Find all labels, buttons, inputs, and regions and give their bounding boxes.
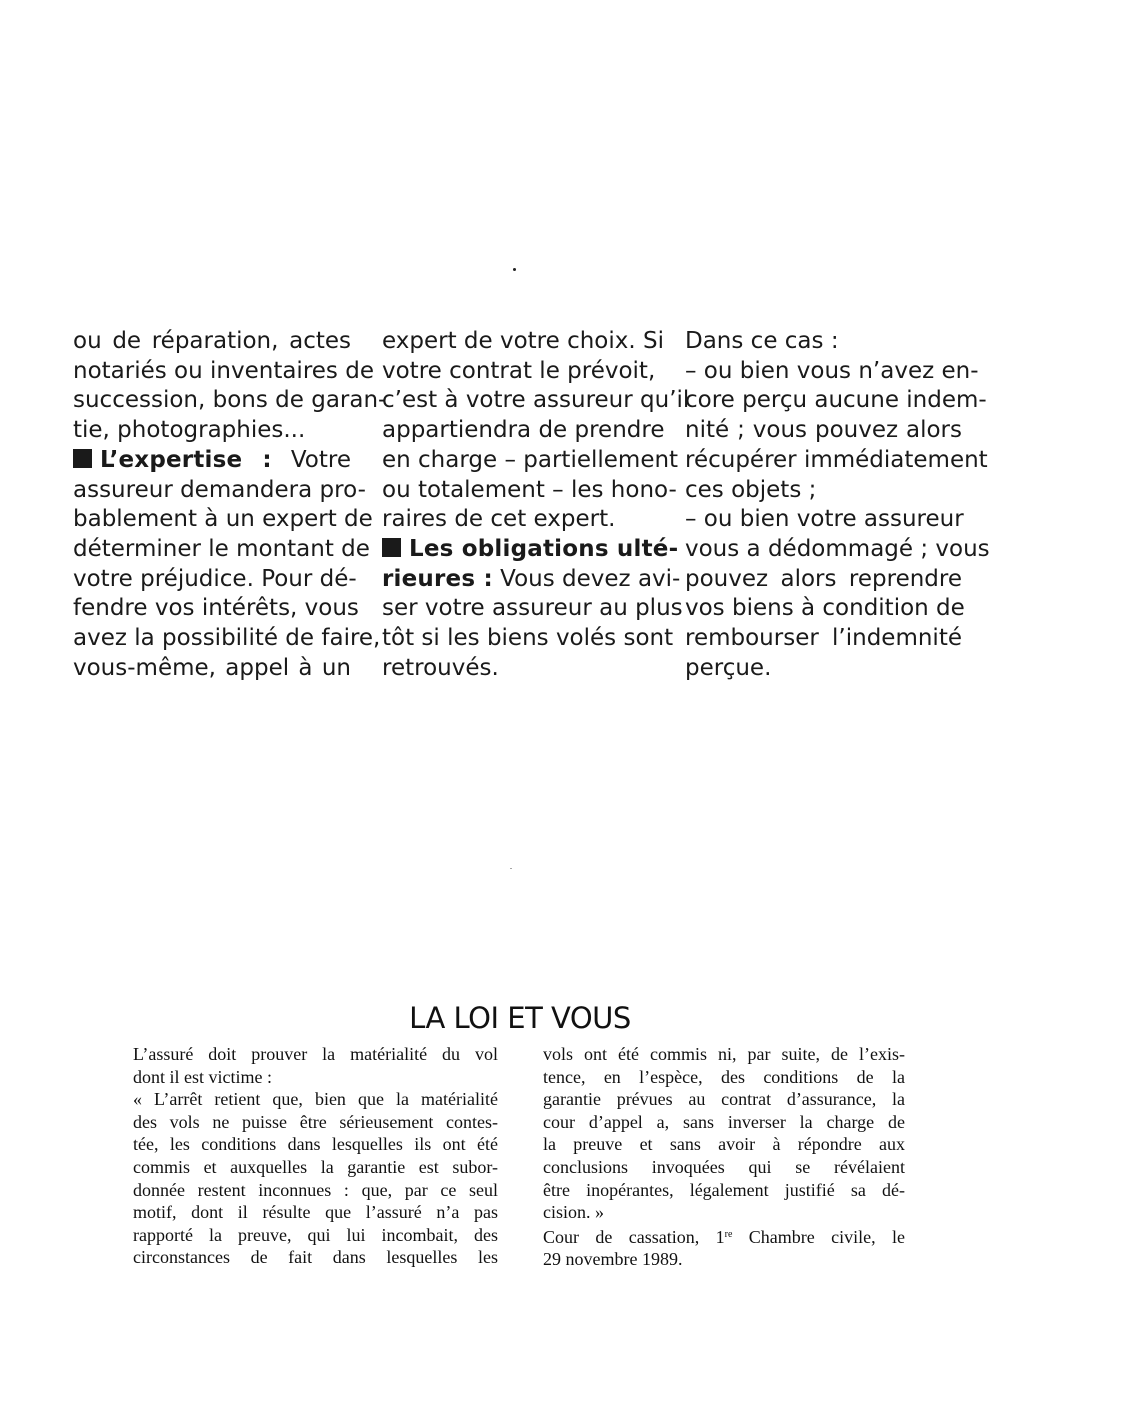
citation-line (543, 1224, 905, 1249)
law-line: être inopérantes, légalement justifié sa dé- (543, 1179, 905, 1200)
text-line: vous a dédommagé ; vous (685, 535, 990, 562)
square-bullet-icon (382, 538, 401, 557)
square-bullet-icon (73, 449, 92, 468)
text-line: votre contrat le prévoit, (382, 357, 656, 384)
scan-speck (513, 268, 516, 271)
citation-suffix: Chambre civile, le (732, 1226, 906, 1247)
article-column-3 (685, 327, 990, 683)
text-line: déterminer le montant de (73, 535, 370, 562)
law-line: vols ont été commis ni, par suite, de l’exis- (543, 1044, 905, 1064)
text-line: bablement à un expert de (73, 506, 373, 533)
text-line: – ou bien votre assureur (685, 506, 964, 533)
text-line: succession, bons de garan- (73, 387, 387, 414)
text-line: rembourser l’indemnité (685, 625, 962, 652)
citation-date: 29 novembre 1989. (543, 1249, 683, 1270)
law-line: L’assuré doit prouver la matérialité du vol (133, 1044, 498, 1064)
law-line: donnée restent inconnues : que, par ce seul (133, 1179, 498, 1200)
text-line: appartiendra de prendre (382, 417, 665, 444)
text-line: nité ; vous pouvez alors (685, 417, 962, 444)
law-line: circonstances de fait dans lesquelles les (133, 1247, 498, 1268)
law-line: tence, en l’espèce, des conditions de la (543, 1066, 905, 1087)
law-line: cision. » (543, 1202, 604, 1223)
text-line: expert de votre choix. Si (382, 328, 664, 354)
heading-text: Les obligations ulté- (409, 535, 679, 562)
text-line: vous-même, appel à un (73, 654, 351, 681)
text-line: tôt si les biens volés sont (382, 625, 674, 652)
law-line: conclusions invoquées qui se révélaient (543, 1156, 905, 1177)
text-line: votre préjudice. Pour dé- (73, 565, 357, 592)
section-heading-obligations (382, 535, 679, 565)
scan-speck (510, 868, 512, 869)
section-heading-obligations-cont (382, 565, 681, 595)
text-line: Dans ce cas : (685, 328, 839, 354)
law-line: la preuve et sans avoir à répondre aux (543, 1134, 905, 1155)
text-line: ser votre assureur au plus (382, 595, 683, 622)
article-column-2 (382, 327, 690, 683)
text-line: c’est à votre assureur qu’il (382, 387, 690, 414)
law-line: des vols ne puisse être sérieusement contes- (133, 1111, 498, 1132)
text-line: raires de cet expert. (382, 506, 616, 533)
law-line: tée, les conditions dans lesquelles ils ont été (133, 1134, 498, 1155)
law-line: rapporté la preuve, qui lui incombait, des (133, 1224, 498, 1245)
law-column-1 (133, 1043, 498, 1269)
law-line: cour d’appel a, sans inverser la charge de (543, 1111, 905, 1132)
law-column-2 (543, 1043, 905, 1271)
heading-continuation: Vous devez avi- (500, 565, 681, 592)
law-line: dont il est victime : (133, 1066, 272, 1087)
text-line: pouvez alors reprendre (685, 565, 962, 592)
heading-text: L’expertise : (100, 446, 272, 473)
text-line: – ou bien vous n’avez en- (685, 357, 979, 384)
heading-text: rieures : (382, 565, 493, 592)
citation-prefix: Cour de cassation, 1 (543, 1226, 725, 1247)
text-line: vos biens à condition de (685, 595, 965, 622)
citation-text (543, 1227, 905, 1247)
law-line: garantie prévues au contrat d’assurance, la (543, 1089, 905, 1110)
text-line: ces objets ; (685, 476, 817, 503)
law-line: motif, dont il résulte que l’assuré n’a pas (133, 1202, 498, 1223)
text-line: perçue. (685, 654, 772, 681)
text-line: assureur demandera pro- (73, 476, 366, 503)
text-line: retrouvés. (382, 654, 499, 681)
text-line: core perçu aucune indem- (685, 387, 987, 414)
citation-ordinal: re (724, 1228, 733, 1240)
article-column-1 (73, 327, 387, 683)
law-line: « L’arrêt retient que, bien que la matérialité (133, 1089, 498, 1110)
text-line: avez la possibilité de faire, (73, 625, 381, 652)
law-section-title: LA LOI ET VOUS (409, 1001, 631, 1035)
text-line: ou de réparation, actes (73, 328, 351, 354)
law-line: commis et auxquelles la garantie est subor- (133, 1156, 498, 1177)
text-line: notariés ou inventaires de (73, 357, 374, 384)
text-line: fendre vos intérêts, vous (73, 595, 359, 622)
text-line: ou totalement – les hono- (382, 476, 677, 503)
text-line: en charge – partiellement (382, 446, 679, 473)
section-heading-expertise (73, 446, 351, 476)
heading-continuation: Votre (290, 446, 351, 473)
text-line: tie, photographies... (73, 417, 306, 444)
text-line: récupérer immédiatement (685, 446, 988, 473)
